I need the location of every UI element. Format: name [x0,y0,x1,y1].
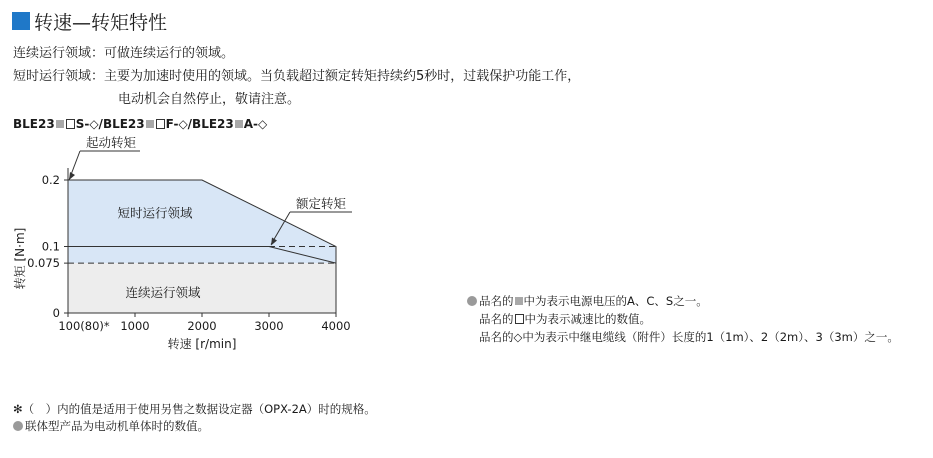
note-right-1b: 中为表示电源电压的A、C、S之一。 [523,294,708,308]
gray-square-icon [56,120,64,128]
continuous-region [68,263,336,313]
torque-chart [0,130,460,360]
model-number [13,117,267,131]
short-region-label: 短时运行领域 [117,205,193,221]
description-line-2: 短时运行领域：主要为加速时使用的领域。当负载超过额定转矩持续约5秒时，过载保护功能工作， [13,69,581,84]
continuous-region-label: 连续运行领域 [125,285,201,301]
starting-torque-annotation: 起动转矩 [86,135,137,150]
note-right-1 [467,292,708,310]
x-tick-label: 4000 [321,319,351,333]
x-tick-label: 3000 [254,319,284,333]
description-line-1: 连续运行领域：可做连续运行的领域。 [13,46,235,61]
gray-square-icon [235,120,243,128]
x-axis-label: 转速 [r/min] [167,337,237,351]
x-tick-label: 2000 [187,319,217,333]
y-tick-label: 0.2 [41,173,60,187]
footnote-1: ✻（ ）内的值是适用于使用另售之数据设定器（OPX-2A）时的规格。 [13,402,376,416]
y-tick-label: 0 [52,306,60,320]
model-part-1: BLE23 [13,117,55,131]
x-tick-label: 1000 [120,319,150,333]
title-text: 转速—转矩特性 [34,11,168,34]
empty-square-icon [66,119,75,129]
note-right-2 [479,310,651,328]
empty-square-icon [515,314,524,324]
bullet-icon [13,421,23,431]
note-right-2b: 中为表示减速比的数值。 [524,312,651,326]
title-square-icon [12,12,30,30]
model-part-4: A-◇ [243,117,268,131]
footnote-2 [13,417,209,435]
short-time-region [68,180,336,263]
note-right-2a: 品名的 [479,312,514,326]
x-tick-label: 100(80)* [58,319,110,333]
y-tick-label: 0.075 [27,256,60,271]
page-title [12,8,167,34]
footnote-2-text: 联体型产品为电动机单体时的数值。 [25,419,209,433]
empty-square-icon [156,119,165,129]
gray-square-icon [515,297,523,305]
gray-square-icon [146,120,154,128]
y-axis-label: 转矩 [N·m] [13,227,27,290]
note-right-1a: 品名的 [479,294,514,308]
model-part-2: S-◇/BLE23 [75,117,145,131]
note-right-3: 品名的◇中为表示中继电缆线（附件）长度的1（1m）、2（2m）、3（3m）之一。 [479,330,899,344]
bullet-icon [467,296,477,306]
model-part-3: F-◇/BLE23 [165,117,234,131]
description-line-3: 电动机会自然停止，敬请注意。 [118,92,301,107]
y-tick-label: 0.1 [41,239,60,254]
rated-torque-annotation: 额定转矩 [296,196,347,211]
